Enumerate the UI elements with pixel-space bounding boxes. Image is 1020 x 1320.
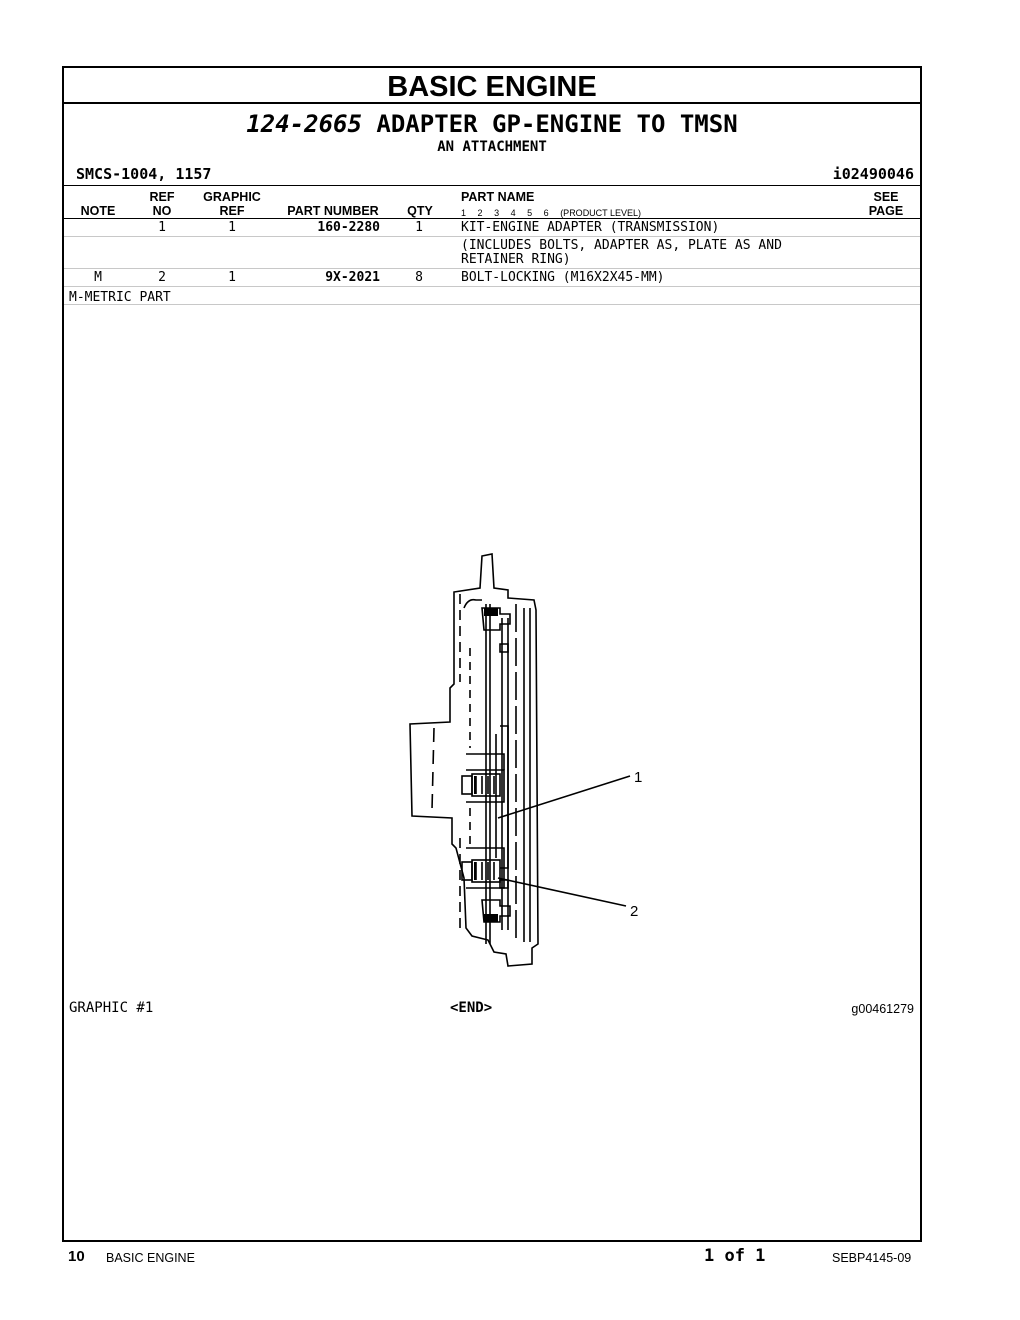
header-part-number: PART NUMBER (287, 204, 379, 218)
row-divider (64, 268, 920, 269)
row-3-part-number: 9X-2021 (325, 270, 380, 285)
footer-page-of: 1 of 1 (704, 1246, 766, 1266)
row-divider (64, 304, 920, 305)
level-1: 1 (461, 208, 467, 218)
row-3-note: M (94, 270, 102, 285)
divider (64, 218, 920, 219)
group-subtitle: AN ATTACHMENT (437, 139, 547, 155)
callout-2: 2 (630, 903, 639, 920)
end-marker: <END> (450, 1000, 493, 1016)
illustration-id: i02490046 (832, 165, 914, 183)
row-3-ref-no: 2 (158, 270, 166, 285)
group-name: ADAPTER GP-ENGINE TO TMSN (376, 110, 738, 138)
product-levels (461, 208, 650, 218)
footer-page-number: 10 (68, 1248, 85, 1265)
divider (64, 185, 920, 186)
smcs-codes: SMCS-1004, 1157 (76, 165, 212, 183)
row-3-part-name: BOLT-LOCKING (M16X2X45-MM) (461, 270, 665, 285)
graphic-id: g00461279 (851, 1002, 914, 1016)
engine-adapter-drawing (404, 548, 664, 968)
metric-note: M-METRIC PART (69, 290, 171, 305)
row-divider (64, 236, 920, 237)
row-2-part-name-line-1: (INCLUDES BOLTS, ADAPTER AS, PLATE AS AND (461, 238, 782, 253)
level-2: 2 (477, 208, 483, 218)
footer-doc-id: SEBP4145-09 (832, 1251, 912, 1265)
row-1-part-name: KIT-ENGINE ADAPTER (TRANSMISSION) (461, 220, 720, 235)
row-1-part-number: 160-2280 (317, 220, 380, 235)
group-part-number: 124-2665 (246, 110, 362, 138)
header-part-name: PART NAME (461, 190, 535, 204)
row-3-graphic-ref: 1 (228, 270, 236, 285)
header-graphic-top: GRAPHIC (203, 190, 261, 204)
row-2-part-name-line-2: RETAINER RING) (461, 252, 571, 267)
levels-label: (PRODUCT LEVEL) (560, 208, 642, 218)
header-note: NOTE (80, 204, 116, 218)
row-divider (64, 286, 920, 287)
row-1-ref-no: 1 (158, 220, 166, 235)
level-5: 5 (527, 208, 533, 218)
header-ref-top: REF (149, 190, 175, 204)
group-title (64, 110, 920, 138)
callout-1: 1 (634, 769, 643, 786)
level-6: 6 (543, 208, 549, 218)
level-3: 3 (494, 208, 500, 218)
row-3-qty: 8 (415, 270, 423, 285)
page-frame (62, 66, 922, 1242)
header-graphic-bottom: REF (219, 204, 245, 218)
header-see-top: SEE (873, 190, 899, 204)
graphic-label: GRAPHIC #1 (69, 1000, 154, 1016)
row-1-graphic-ref: 1 (228, 220, 236, 235)
row-1-qty: 1 (415, 220, 423, 235)
footer-section: BASIC ENGINE (106, 1251, 195, 1265)
header-ref-bottom: NO (152, 204, 172, 218)
level-4: 4 (510, 208, 516, 218)
section-title: BASIC ENGINE (64, 68, 920, 104)
header-qty: QTY (407, 204, 433, 218)
header-see-bottom: PAGE (868, 204, 904, 218)
